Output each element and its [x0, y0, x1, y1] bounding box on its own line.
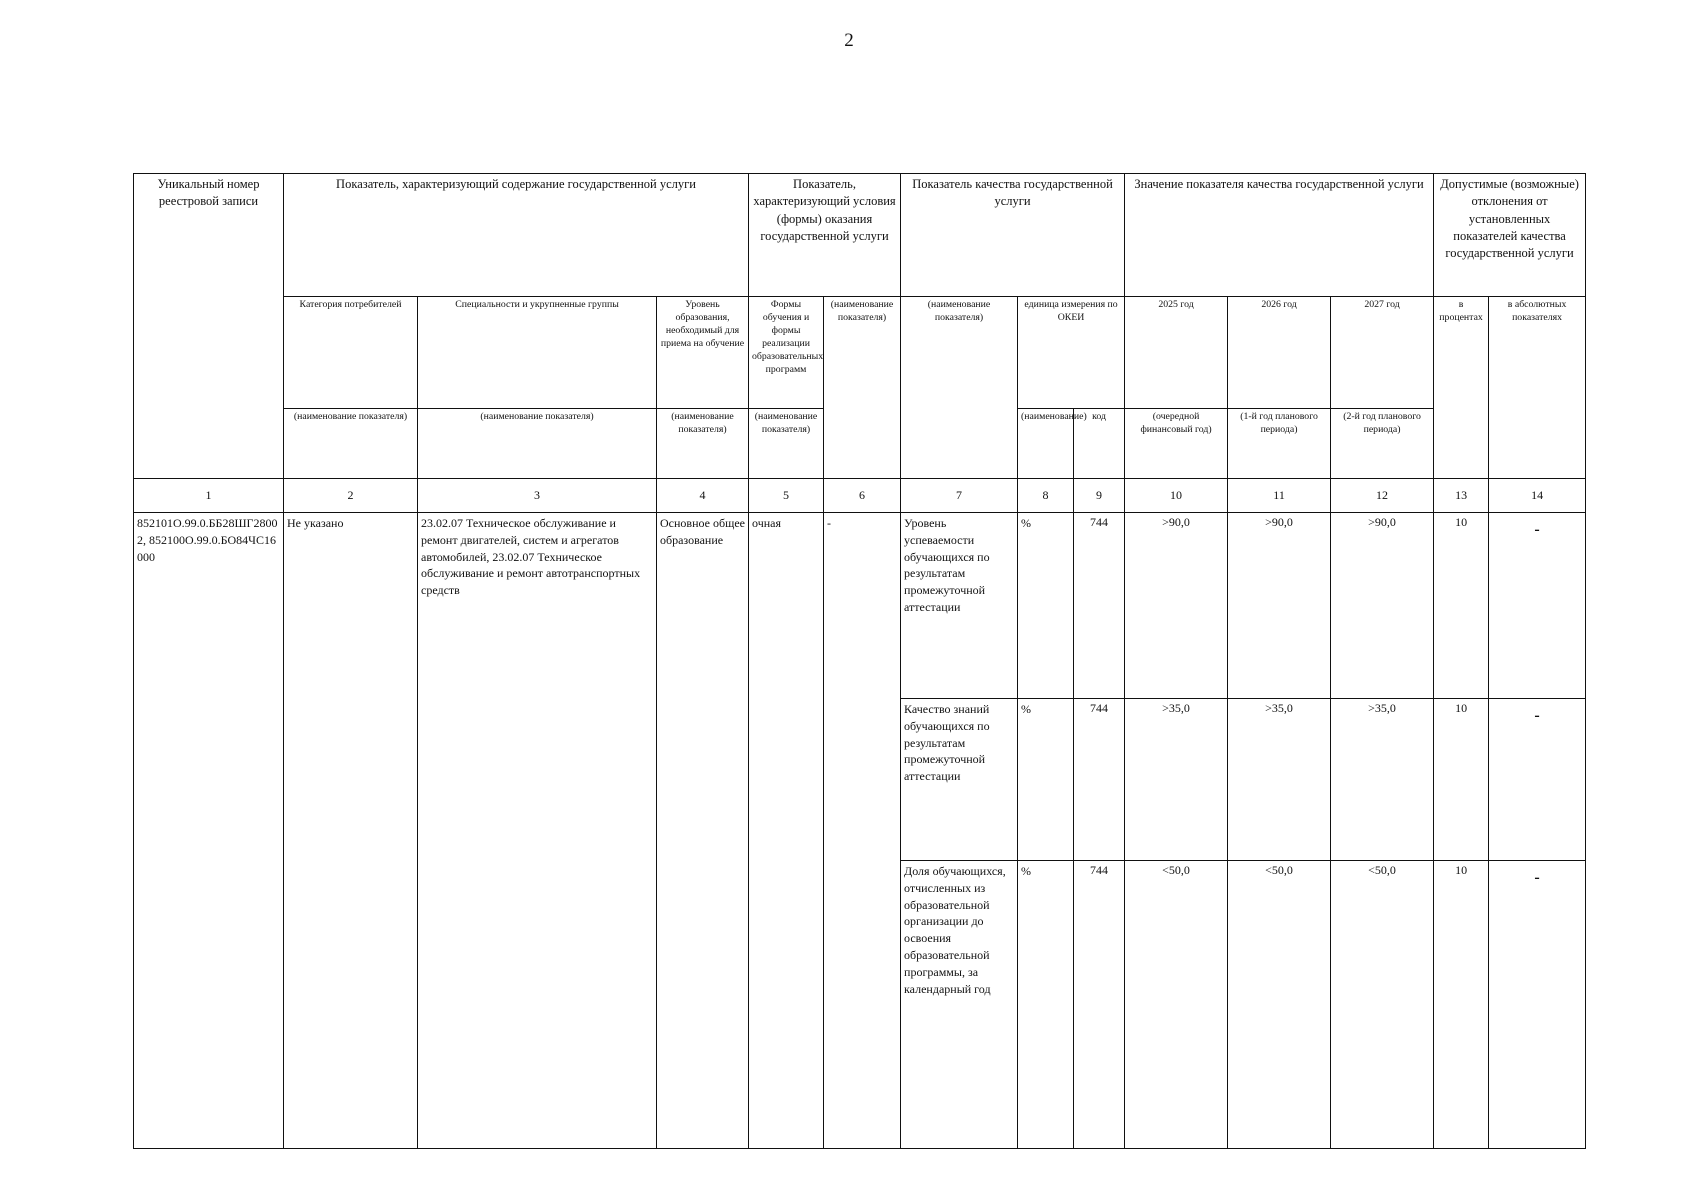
- subheader-education-forms: Формы обучения и формы реализации образовательных программ: [749, 297, 824, 409]
- indicator-code: 744: [1074, 513, 1125, 699]
- indicator-unit: %: [1018, 861, 1074, 1149]
- name-row-col3: (наименование показателя): [418, 409, 657, 479]
- header-conditions-indicator: Показатель, характеризующий условия (формы) оказания государственной услуги: [749, 174, 901, 297]
- indicator-value-2026: >35,0: [1228, 699, 1331, 861]
- name-row-col12: (2-й год планового периода): [1331, 409, 1434, 479]
- column-number: 6: [824, 479, 901, 513]
- header-quality-indicator: Показатель качества государственной услуги: [901, 174, 1125, 297]
- record-specialties: 23.02.07 Техническое обслуживание и ремонт двигателей, систем и агрегатов автомобилей, 23.02.07 Техническое обслуживание и ремонт автотранспортных средств: [418, 513, 657, 1149]
- column-number: 8: [1018, 479, 1074, 513]
- indicator-name: Качество знаний обучающихся по результатам промежуточной аттестации: [901, 699, 1018, 861]
- subheader-education-level: Уровень образования, необходимый для приема на обучение: [657, 297, 749, 409]
- record-registry-number: 852101О.99.0.ББ28ШГ28002, 852100О.99.0.БО84ЧС16000: [134, 513, 284, 1149]
- subheader-indicator-name-7: (наименование показателя): [901, 297, 1018, 479]
- indicator-value-2025: >35,0: [1125, 699, 1228, 861]
- column-number: 10: [1125, 479, 1228, 513]
- column-number: 1: [134, 479, 284, 513]
- subheader-consumer-category: Категория потребителей: [284, 297, 418, 409]
- subheader-year-2026: 2026 год: [1228, 297, 1331, 409]
- column-number-row: [134, 479, 1586, 513]
- name-row-col10: (очередной финансовый год): [1125, 409, 1228, 479]
- name-row-col11: (1-й год планового периода): [1228, 409, 1331, 479]
- column-number: 14: [1489, 479, 1586, 513]
- header-content-indicator: Показатель, характеризующий содержание государственной услуги: [284, 174, 749, 297]
- subheader-unit-okei: единица измерения по ОКЕИ: [1018, 297, 1125, 409]
- subheader-year-2027: 2027 год: [1331, 297, 1434, 409]
- indicator-deviation-percent: 10: [1434, 861, 1489, 1149]
- record-indicator-6: -: [824, 513, 901, 1149]
- indicator-value-2027: <50,0: [1331, 861, 1434, 1149]
- indicator-deviation-absolute: -: [1489, 699, 1586, 861]
- header-quality-value: Значение показателя качества государственной услуги: [1125, 174, 1434, 297]
- column-number: 4: [657, 479, 749, 513]
- header-registry-number: Уникальный номер реестровой записи: [134, 174, 284, 479]
- indicator-deviation-percent: 10: [1434, 699, 1489, 861]
- indicator-name: Доля обучающихся, отчисленных из образовательной организации до освоения образовательной программы, за календарный год: [901, 861, 1018, 1149]
- indicator-name: Уровень успеваемости обучающихся по результатам промежуточной аттестации: [901, 513, 1018, 699]
- column-number: 13: [1434, 479, 1489, 513]
- quality-indicators-table: [133, 173, 1586, 1149]
- column-number: 7: [901, 479, 1018, 513]
- column-number: 2: [284, 479, 418, 513]
- record-consumer-category: Не указано: [284, 513, 418, 1149]
- indicator-value-2027: >90,0: [1331, 513, 1434, 699]
- subheader-year-2025: 2025 год: [1125, 297, 1228, 409]
- column-number: 9: [1074, 479, 1125, 513]
- record-education-level: Основное общее образование: [657, 513, 749, 1149]
- indicator-unit: %: [1018, 513, 1074, 699]
- indicator-value-2025: >90,0: [1125, 513, 1228, 699]
- table-row: [134, 513, 1586, 699]
- indicator-value-2027: >35,0: [1331, 699, 1434, 861]
- name-row-col4: (наименование показателя): [657, 409, 749, 479]
- indicator-unit: %: [1018, 699, 1074, 861]
- column-number: 3: [418, 479, 657, 513]
- name-row-col5: (наименование показателя): [749, 409, 824, 479]
- name-row-col8: (наименование): [1018, 409, 1074, 479]
- column-number: 12: [1331, 479, 1434, 513]
- indicator-code: 744: [1074, 861, 1125, 1149]
- indicator-value-2026: <50,0: [1228, 861, 1331, 1149]
- subheader-indicator-name-6: (наименование показателя): [824, 297, 901, 479]
- page-number: 2: [844, 30, 854, 51]
- indicator-deviation-percent: 10: [1434, 513, 1489, 699]
- indicator-value-2026: >90,0: [1228, 513, 1331, 699]
- name-row-col9: код: [1074, 409, 1125, 479]
- subheader-specialties: Специальности и укрупненные группы: [418, 297, 657, 409]
- record-education-form: очная: [749, 513, 824, 1149]
- column-number: 11: [1228, 479, 1331, 513]
- subheader-in-percent: в процентах: [1434, 297, 1489, 479]
- subheader-in-absolute: в абсолютных показателях: [1489, 297, 1586, 479]
- indicator-code: 744: [1074, 699, 1125, 861]
- indicator-deviation-absolute: -: [1489, 861, 1586, 1149]
- column-number: 5: [749, 479, 824, 513]
- header-deviations: Допустимые (возможные) отклонения от установленных показателей качества государственной услуги: [1434, 174, 1586, 297]
- indicator-deviation-absolute: -: [1489, 513, 1586, 699]
- name-row-col2: (наименование показателя): [284, 409, 418, 479]
- indicator-value-2025: <50,0: [1125, 861, 1228, 1149]
